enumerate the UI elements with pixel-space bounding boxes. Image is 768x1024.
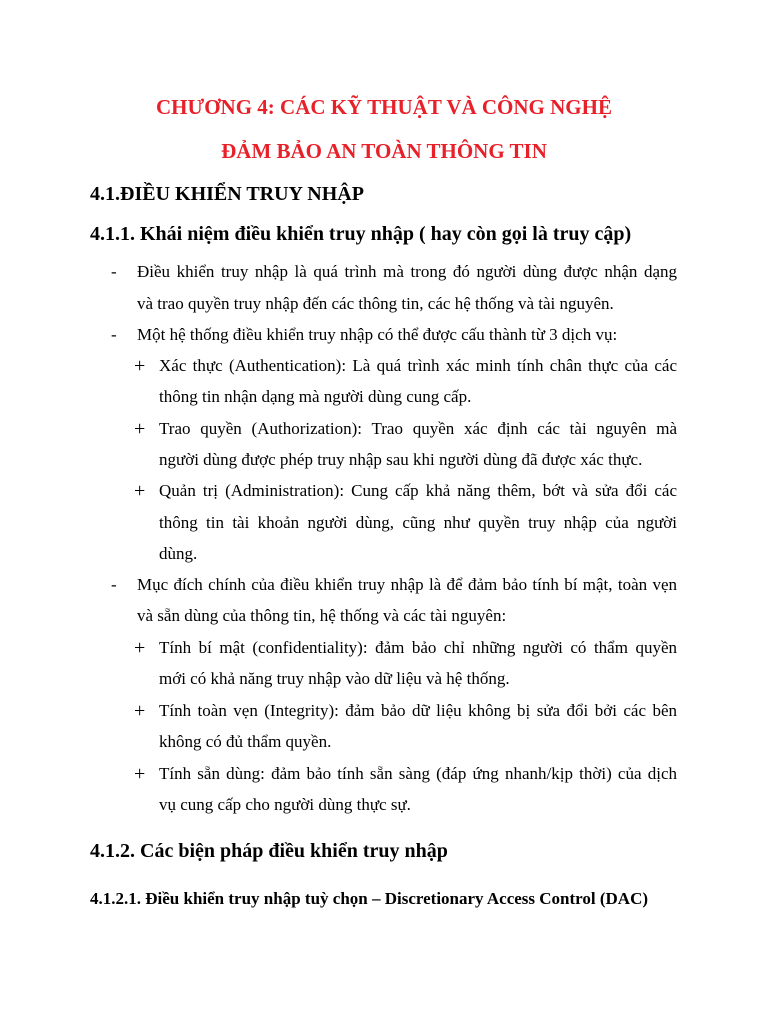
sub-list-item-line: Tính toàn vẹn (Integrity): đảm bảo dữ liệu không bị sửa đổi bởi các bên xyxy=(159,701,677,720)
list-bullet-plus: + xyxy=(134,355,146,377)
list-item-line: Điều khiển truy nhập là quá trình mà trong đó người dùng được nhận dạng xyxy=(137,262,677,281)
sub-list-item-line: không có đủ thẩm quyền. xyxy=(159,732,332,751)
list-bullet-dash: - xyxy=(111,575,117,594)
sub-list-item-line: vụ cung cấp cho người dùng thực sự. xyxy=(159,795,411,814)
section-heading-4-1-1: 4.1.1. Khái niệm điều khiển truy nhập ( hay còn gọi là truy cập) xyxy=(90,223,632,245)
section-heading-4-1: 4.1.ĐIỀU KHIỂN TRUY NHẬP xyxy=(90,183,364,205)
list-item-line: Một hệ thống điều khiển truy nhập có thể được cấu thành từ 3 dịch vụ: xyxy=(137,325,618,344)
chapter-title-line-2: ĐẢM BẢO AN TOÀN THÔNG TIN xyxy=(221,139,547,163)
sub-list-item-line: Quản trị (Administration): Cung cấp khả năng thêm, bớt và sửa đổi các xyxy=(159,481,677,500)
sub-list-item-line: thông tin tài khoản người dùng, cũng như quyền truy nhập của người xyxy=(159,513,677,532)
list-bullet-plus: + xyxy=(134,637,146,659)
sub-list-item-line: Tính bí mật (confidentiality): đảm bảo chỉ những người có thẩm quyền xyxy=(159,638,677,657)
sub-list-item-line: mới có khả năng truy nhập vào dữ liệu và hệ thống. xyxy=(159,669,510,688)
list-item-line: và sẵn dùng của thông tin, hệ thống và các tài nguyên: xyxy=(137,606,507,625)
chapter-title-line-1: CHƯƠNG 4: CÁC KỸ THUẬT VÀ CÔNG NGHỆ xyxy=(155,95,612,119)
sub-list-item-line: dùng. xyxy=(159,544,198,563)
sub-list-item-line: thông tin nhận dạng mà người dùng cung cấp. xyxy=(159,387,472,406)
list-bullet-dash: - xyxy=(111,262,117,281)
list-item-line: và trao quyền truy nhập đến các thông tin, các hệ thống và tài nguyên. xyxy=(137,294,614,313)
section-heading-4-1-2-1: 4.1.2.1. Điều khiển truy nhập tuỳ chọn – Discretionary Access Control (DAC) xyxy=(90,889,649,908)
list-bullet-plus: + xyxy=(134,763,146,785)
list-item-line: Mục đích chính của điều khiển truy nhập là để đảm bảo tính bí mật, toàn vẹn xyxy=(137,575,677,594)
section-heading-4-1-2: 4.1.2. Các biện pháp điều khiển truy nhập xyxy=(90,840,448,862)
list-bullet-plus: + xyxy=(134,700,146,722)
list-bullet-dash: - xyxy=(111,325,117,344)
sub-list-item-line: người dùng được phép truy nhập sau khi người dùng đã được xác thực. xyxy=(159,450,643,469)
sub-list-item-line: Tính sẵn dùng: đảm bảo tính sẵn sàng (đáp ứng nhanh/kịp thời) của dịch xyxy=(159,764,677,783)
list-bullet-plus: + xyxy=(134,418,146,440)
list-bullet-plus: + xyxy=(134,480,146,502)
sub-list-item-line: Xác thực (Authentication): Là quá trình xác minh tính chân thực của các xyxy=(159,356,677,375)
sub-list-item-line: Trao quyền (Authorization): Trao quyền xác định các tài nguyên mà xyxy=(159,419,677,438)
